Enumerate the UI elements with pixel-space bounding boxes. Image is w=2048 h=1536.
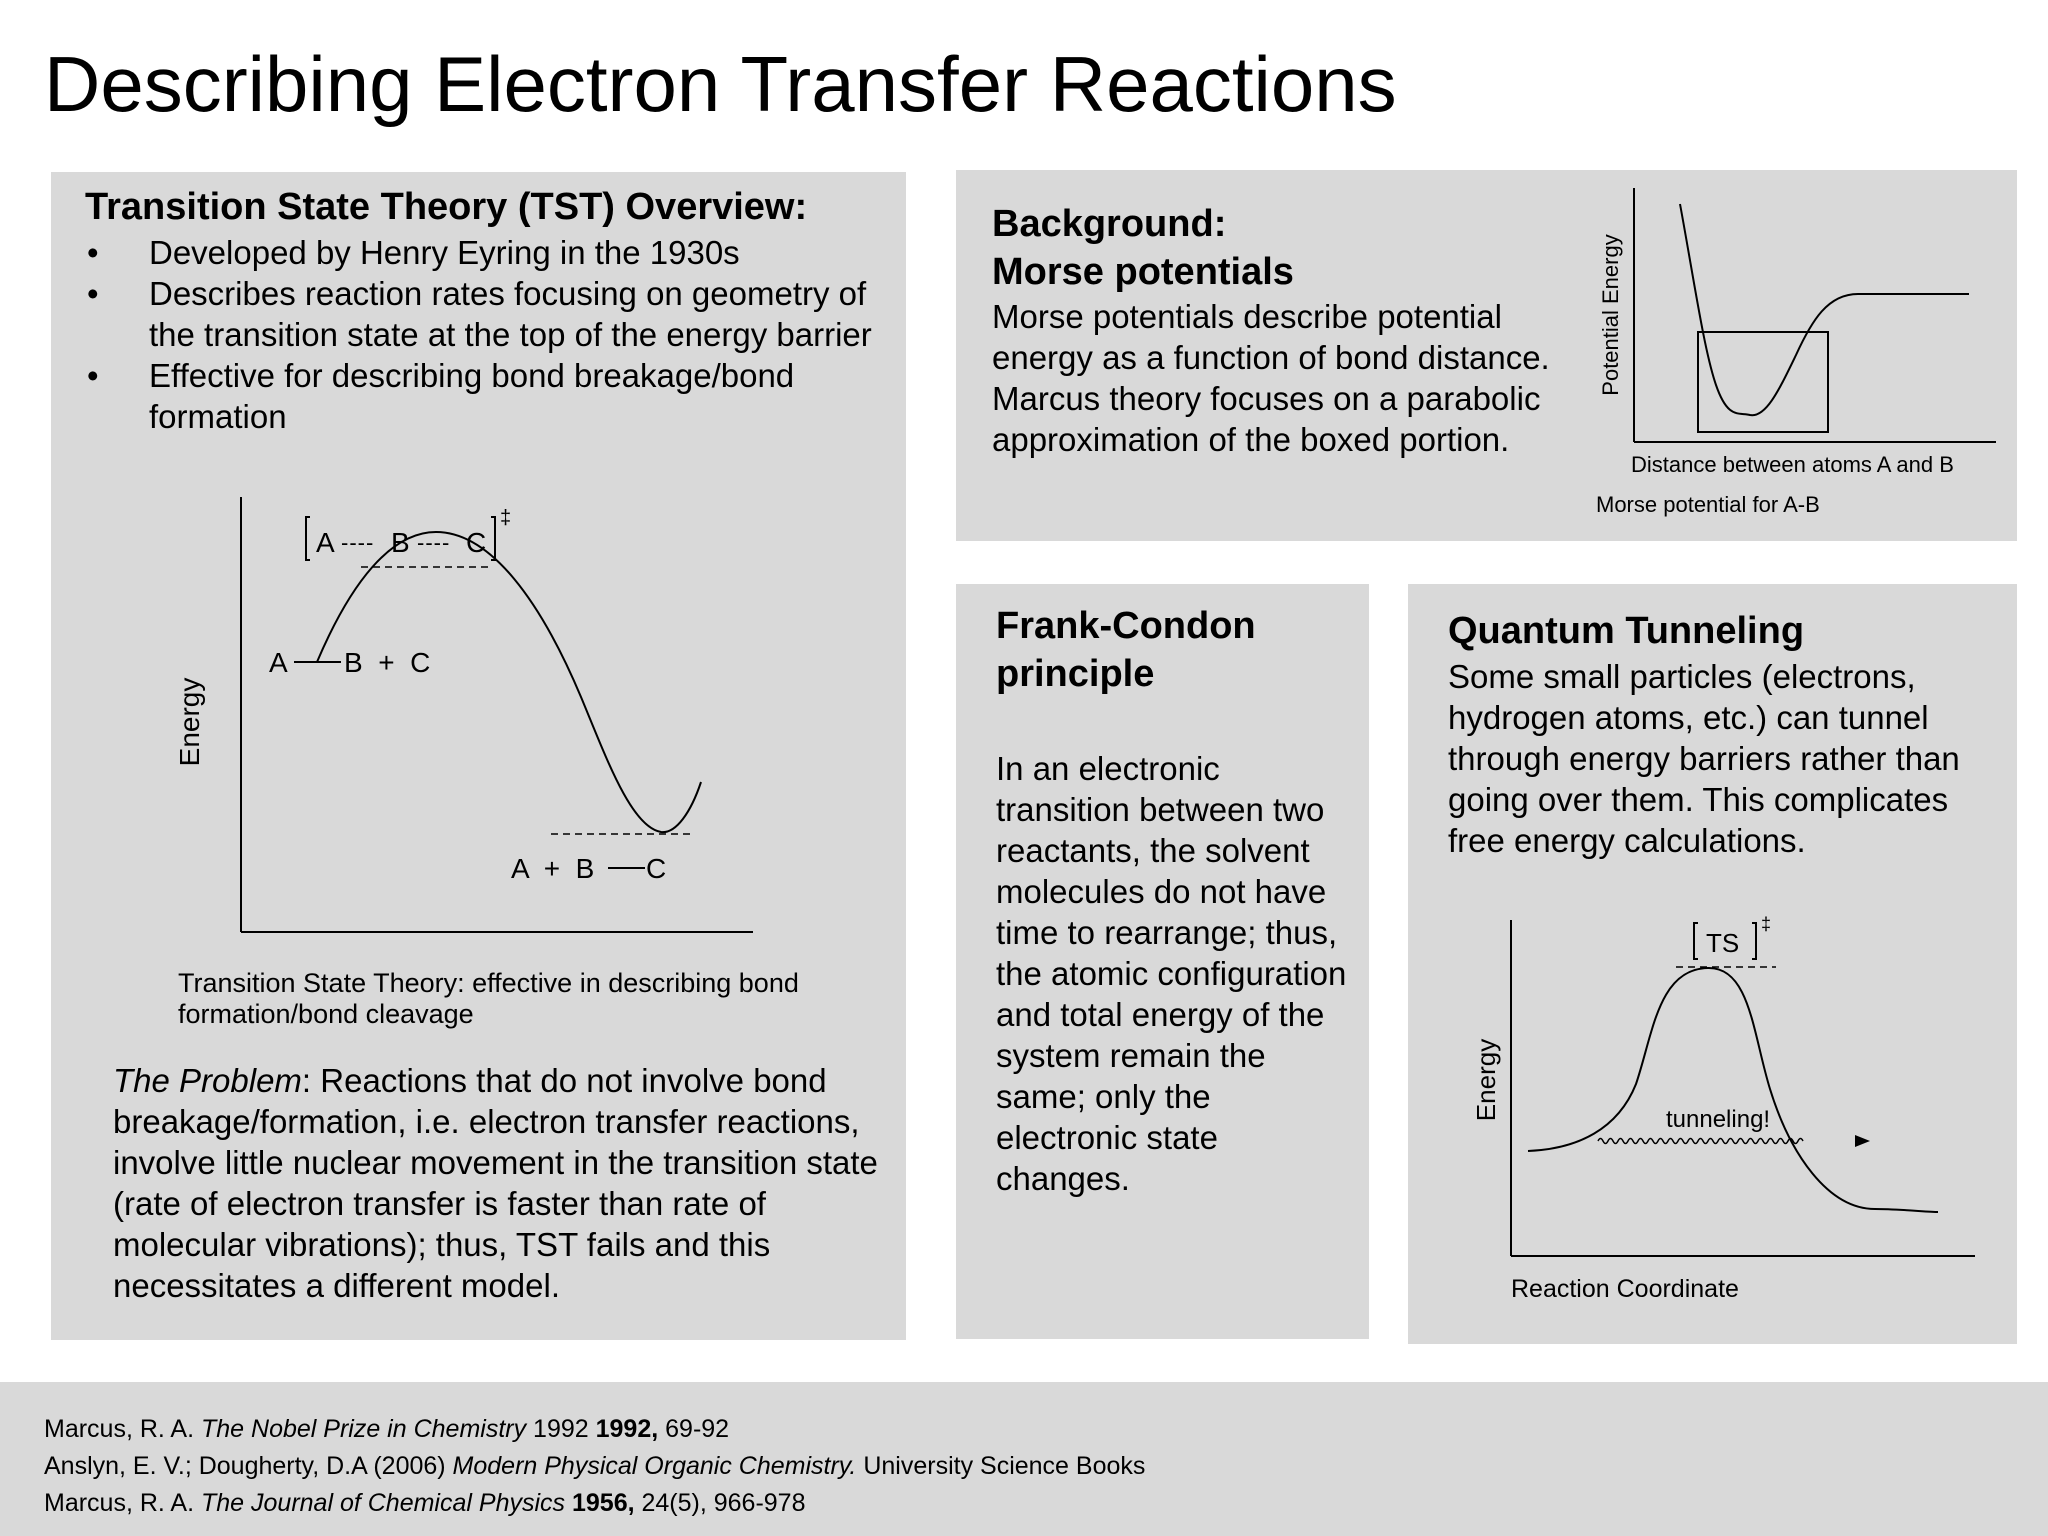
qt-y-axis-label: Energy bbox=[1471, 1038, 1501, 1122]
fc-heading: Frank-Condon principle bbox=[996, 605, 1256, 695]
reactant-label: B + C bbox=[344, 647, 431, 678]
problem-label: The Problem bbox=[113, 1062, 302, 1099]
frank-condon-panel bbox=[956, 584, 1369, 1339]
product-atom-c: C bbox=[646, 853, 667, 884]
ts-atom-b: B bbox=[391, 527, 410, 558]
tunneling-arrowhead bbox=[1855, 1135, 1870, 1147]
reference-item bbox=[44, 1415, 729, 1444]
tunneling-label: tunneling! bbox=[1666, 1106, 1771, 1133]
tst-y-axis-label: Energy bbox=[174, 677, 205, 767]
ref-authors: Marcus, R. A. bbox=[44, 1415, 201, 1443]
morse-heading-line1: Background: bbox=[992, 203, 1227, 245]
morse-x-axis-label: Distance between atoms A and B bbox=[1631, 452, 1954, 477]
ref-pages: 24(5), 966-978 bbox=[634, 1489, 806, 1517]
morse-panel bbox=[956, 170, 2017, 541]
morse-heading-line2: Morse potentials bbox=[992, 251, 1294, 293]
tst-heading: Transition State Theory (TST) Overview: bbox=[85, 186, 808, 228]
quantum-tunneling-panel bbox=[1408, 584, 2017, 1344]
tst-bullet: • Effective for describing bond breakage/bond formation bbox=[85, 355, 885, 437]
reference-item bbox=[44, 1489, 806, 1518]
morse-y-axis-label: Potential Energy bbox=[1598, 234, 1623, 396]
ts-atom-c: C bbox=[466, 527, 487, 558]
morse-potential-chart bbox=[1556, 170, 2017, 541]
morse-approximation-box bbox=[1698, 332, 1828, 432]
tunneling-diagram bbox=[1408, 884, 2017, 1344]
ts-bracket-right bbox=[491, 517, 495, 560]
ts-dagger-symbol: ‡ bbox=[500, 507, 512, 529]
ref-year: 1992, bbox=[595, 1415, 659, 1443]
reference-item bbox=[44, 1452, 1145, 1481]
product-label: A + B bbox=[511, 853, 595, 884]
ts-dash: ---- bbox=[341, 530, 375, 555]
ref-detail bbox=[565, 1489, 572, 1517]
tst-problem-text bbox=[113, 1060, 903, 1306]
qt-dagger-symbol: ‡ bbox=[1761, 914, 1772, 934]
ref-authors: Marcus, R. A. bbox=[44, 1489, 201, 1517]
ref-source: Modern Physical Organic Chemistry. bbox=[452, 1452, 857, 1480]
morse-curve bbox=[1680, 204, 1969, 415]
ref-source: The Nobel Prize in Chemistry bbox=[200, 1415, 527, 1443]
tst-energy-curve bbox=[317, 532, 701, 832]
tst-panel bbox=[51, 172, 906, 1340]
fc-description: In an electronic transition between two reactants, the solvent molecules do not have time to rearrange; thus, the atomic configuration and total energy of the system remain the same; only the electronic state changes. bbox=[996, 750, 1347, 1197]
ref-detail: University Science Books bbox=[856, 1452, 1146, 1480]
ref-authors: Anslyn, E. V.; Dougherty, D.A (2006) bbox=[44, 1452, 453, 1480]
ref-source: The Journal of Chemical Physics bbox=[200, 1489, 566, 1517]
tunneling-wave-arrow bbox=[1598, 1139, 1803, 1144]
morse-caption: Morse potential for A-B bbox=[1596, 492, 1820, 517]
qt-heading: Quantum Tunneling bbox=[1448, 610, 1805, 652]
qt-bracket-right bbox=[1752, 923, 1756, 959]
tst-bullet-list bbox=[85, 232, 885, 437]
qt-description: Some small particles (electrons, hydrogen atoms, etc.) can tunnel through energy barriers rather than going over them. This complicates free energy calculations. bbox=[1448, 658, 1960, 859]
qt-bracket-left bbox=[1694, 923, 1698, 959]
qt-ts-label: TS bbox=[1706, 928, 1740, 958]
ts-dash: ---- bbox=[417, 530, 451, 555]
tst-bullet: • Describes reaction rates focusing on geometry of the transition state at the top of the energy barrier bbox=[85, 273, 885, 355]
page-title: Describing Electron Transfer Reactions bbox=[44, 40, 1397, 128]
morse-description: Morse potentials describe potential energy as a function of bond distance. Marcus theory focuses on a parabolic approximation of the boxed portion. bbox=[992, 298, 1550, 458]
reactant-atom-a: A bbox=[269, 647, 288, 678]
problem-body: : Reactions that do not involve bond breakage/formation, i.e. electron transfer reactions, involve little nuclear movement in the transition state (rate of electron transfer is faster than rate of molecular vibrations); thus, TST fails and this necessitates a different model. bbox=[113, 1062, 878, 1304]
ts-bracket-left bbox=[306, 517, 310, 560]
qt-x-axis-label: Reaction Coordinate bbox=[1511, 1275, 1739, 1303]
references-footer bbox=[0, 1382, 2048, 1536]
tst-bullet: • Developed by Henry Eyring in the 1930s bbox=[85, 232, 885, 273]
ref-year: 1956, bbox=[571, 1489, 635, 1517]
ref-detail: 1992 bbox=[526, 1415, 596, 1443]
ts-atom-a: A bbox=[316, 527, 335, 558]
qt-energy-curve bbox=[1528, 968, 1938, 1212]
tst-diagram-caption: Transition State Theory: effective in describing bond formation/bond cleavage bbox=[178, 968, 799, 1029]
ref-pages: 69-92 bbox=[658, 1415, 730, 1443]
morse-heading bbox=[992, 200, 1294, 296]
